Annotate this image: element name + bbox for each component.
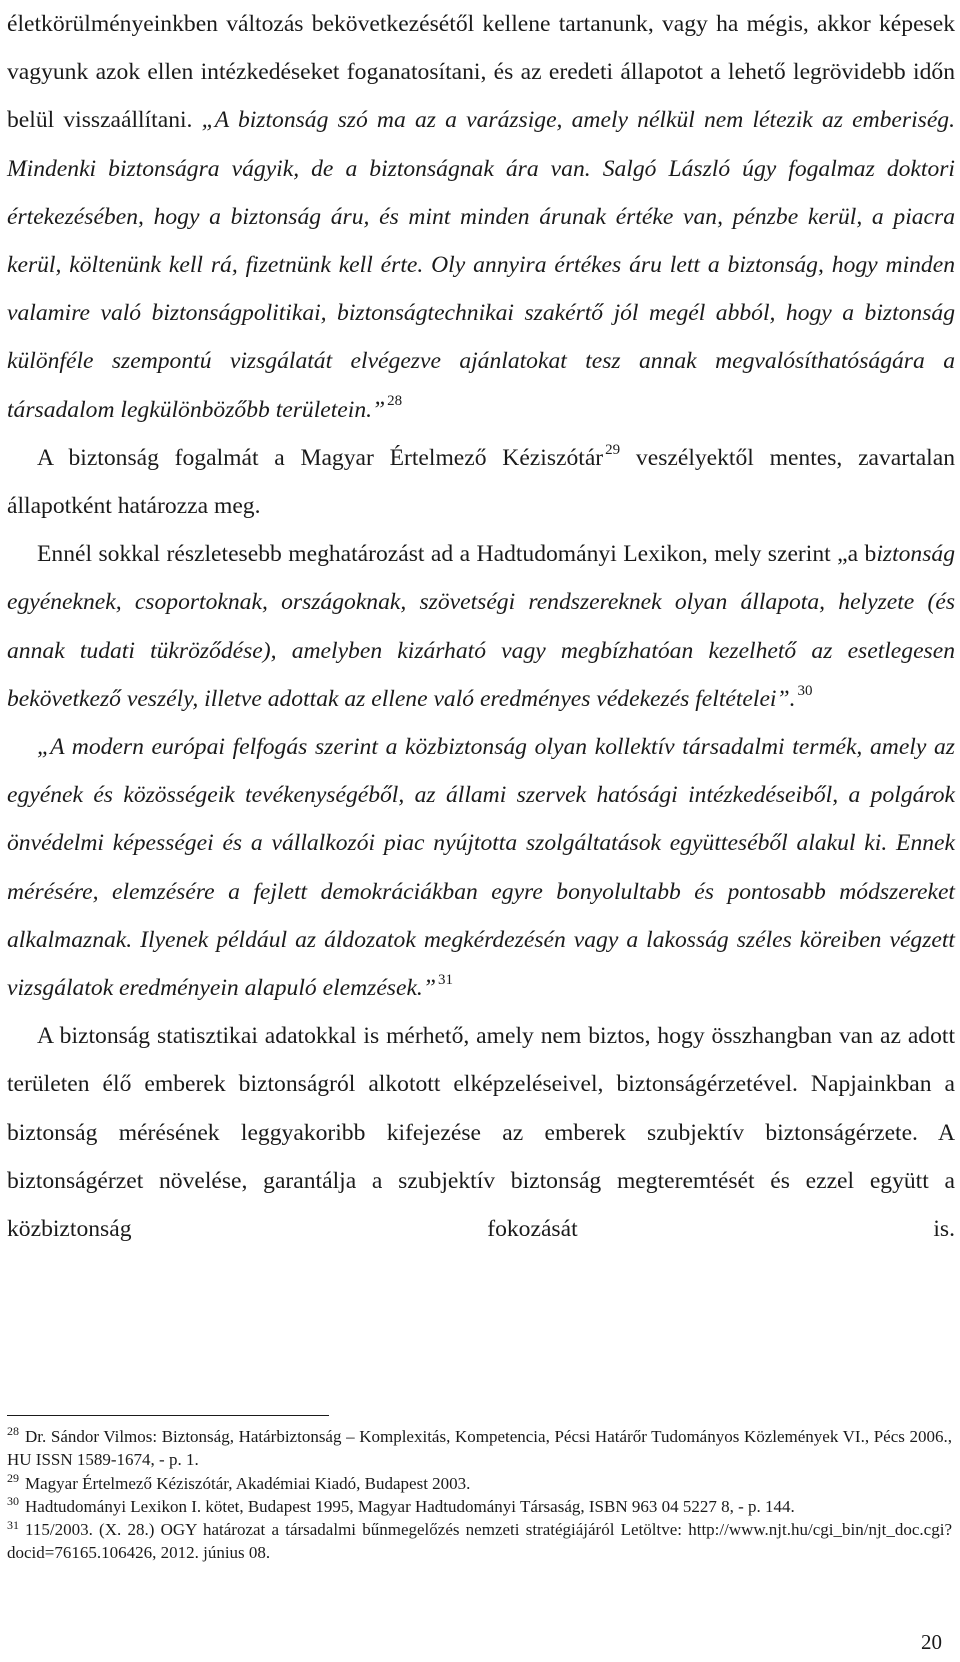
footnote-number: 29 <box>7 1471 19 1485</box>
footnotes <box>7 1425 952 1565</box>
footnote-ref-29: 29 <box>605 441 621 458</box>
footnote-number: 31 <box>7 1517 19 1532</box>
paragraph-1 <box>7 0 955 434</box>
footnote-28 <box>7 1425 952 1472</box>
body-text <box>7 0 955 1253</box>
footnote-29 <box>7 1472 952 1495</box>
footnote-number: 28 <box>7 1424 19 1439</box>
paragraph-4 <box>7 723 955 1012</box>
paragraph-3 <box>7 530 955 723</box>
footnote-text: 115/2003. (X. 28.) OGY határozat a társadalmi bűnmegelőzés nemzeti stratégiájáról Letöltve: http://www.njt.hu/cgi_bin/njt_doc.cgi?docid=76165.106426, 2012. június 08. <box>7 1520 952 1563</box>
footnote-ref-31: 31 <box>437 971 453 988</box>
footnote-31 <box>7 1518 952 1565</box>
paragraph-2 <box>7 434 955 530</box>
paragraph-1-quote: „A biztonság szó ma az a varázsige, amely nélkül nem létezik az emberiség. Mindenki biztonságra vágyik, de a biztonságnak ára van. Salgó László úgy fogalmaz doktori értekezésében, hogy a biztonság áru, és mint minden árunak értéke van, pénzbe kerül, a piacra kerül, költenünk kell rá, fizetnünk kell érte. Oly annyira értékes áru lett a biztonság, hogy minden valamire való biztonságpolitikai, biztonságtechnikai szakértő jól megél abból, hogy a biztonság különféle szempontú vizsgálatát elvégezve ajánlatokat tesz annak megvalósíthatóságára a társadalom legkülönbözőbb területein.” <box>7 107 955 423</box>
paragraph-4-quote: „A modern európai felfogás szerint a közbiztonság olyan kollektív társadalmi termék, amely az egyének és közösségeik tevékenységéből, az állami szervek hatósági intézkedéseiből, a polgárok önvédelmi képességei és a vállalkozói piac nyújtotta szolgáltatások együtteséből alakul ki. Ennek mérésére, elemzésére a fejlett demokráciákban egyre bonyolultabb és pontosabb módszereket alkalmaznak. Ilyenek például az áldozatok megkérdezésén vagy a lakosság széles köreiben végzett vizsgálatok eredményein alapuló elemzések.” <box>7 734 955 1002</box>
footnote-text: Magyar Értelmező Kéziszótár, Akadémiai Kiadó, Budapest 2003. <box>25 1473 471 1493</box>
footnote-text: Hadtudományi Lexikon I. kötet, Budapest 1995, Magyar Hadtudományi Társaság, ISBN 963 04 5227 8, - p. 144. <box>25 1496 795 1516</box>
page-number: 20 <box>921 1630 942 1654</box>
paragraph-5 <box>7 1012 955 1253</box>
footnote-number: 30 <box>7 1494 19 1509</box>
paragraph-2-text-a: A biztonság fogalmát a Magyar Értelmező Kéziszótár <box>37 444 604 471</box>
footnote-separator <box>7 1415 329 1416</box>
paragraph-3-quote: iztonság egyéneknek, csoportoknak, országoknak, szövetségi rendszereknek olyan állapota, helyzete (és annak tudati tükröződése), amelyben kizárható vagy megbízhatóan kezelhető az esetlegesen bekövetkező veszély, illetve adottak az ellene való eredményes védekezés feltételei”. <box>7 541 955 712</box>
paragraph-3-text: Ennél sokkal részletesebb meghatározást ad a Hadtudományi Lexikon, mely szerint „a b <box>37 541 877 568</box>
footnote-ref-30: 30 <box>797 682 813 699</box>
paragraph-1-text: életkörülményeinkben változás bekövetkezésétől kellene tartanunk, vagy ha mégis, akkor képesek vagyunk azok ellen intézkedéseket foganatosítani, és az eredeti állapotot a lehető legrövidebb időn belül visszaállítani. <box>7 11 955 134</box>
paragraph-5-text: A biztonság statisztikai adatokkal is mérhető, amely nem biztos, hogy összhangban van az adott területen élő emberek biztonságról alkotott elképzeléseivel, biztonságérzetével. Napjainkban a biztonság mérésének leggyakoribb kifejezése az emberek szubjektív biztonságérzete. A biztonságérzet növelése, garantálja a szubjektív biztonság megteremtését és ezzel együtt a közbiztonság fokozását is. <box>7 1023 955 1243</box>
footnote-30 <box>7 1495 952 1518</box>
paragraph-2-text-b: veszélyektől mentes, zavartalan állapotként határozza meg. <box>7 444 955 520</box>
footnote-text: Dr. Sándor Vilmos: Biztonság, Határbiztonság – Komplexitás, Kompetencia, Pécsi Határőr Tudományos Közlemények VI., Pécs 2006., HU ISSN 1589-1674, - p. 1. <box>7 1427 952 1470</box>
footnote-ref-28: 28 <box>387 393 403 410</box>
